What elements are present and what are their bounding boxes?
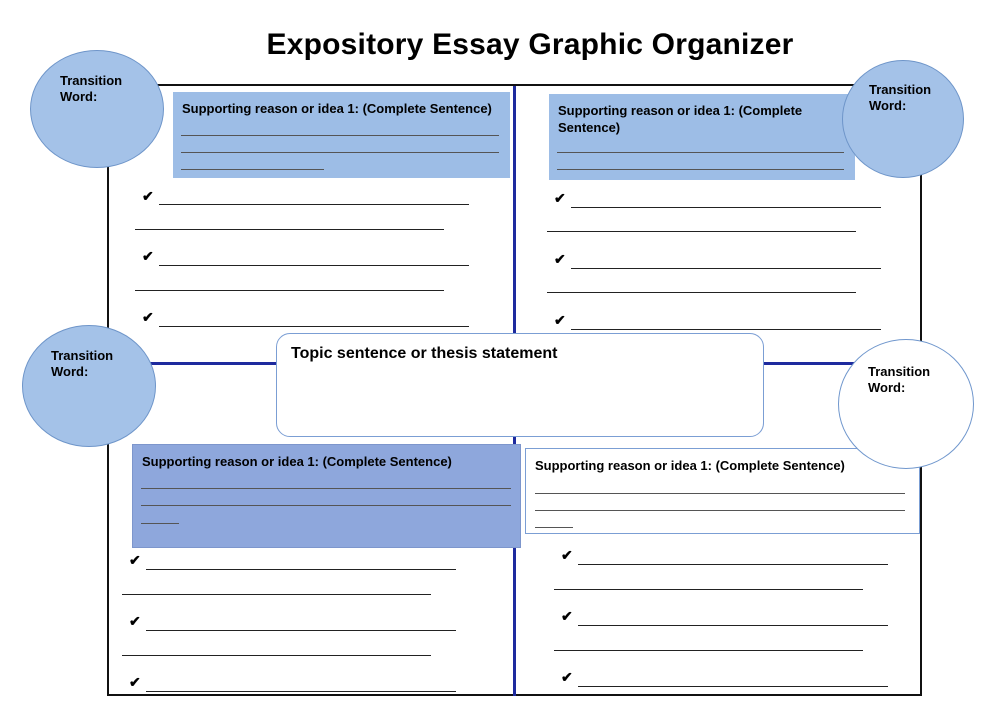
answer-line	[571, 268, 881, 269]
check-icon: ✔	[142, 188, 154, 204]
answer-line	[122, 594, 431, 595]
answer-line	[571, 207, 881, 208]
transition-label: Transition Word:	[60, 73, 123, 104]
write-line	[181, 169, 324, 170]
answer-line	[578, 686, 888, 687]
support-box-label: Supporting reason or idea 1: (Complete Sentence)	[535, 458, 845, 473]
answer-line	[578, 564, 888, 565]
write-line	[181, 152, 499, 153]
write-line	[535, 527, 573, 528]
transition-circle-mid-left[interactable]	[22, 325, 156, 447]
check-icon: ✔	[554, 190, 566, 206]
check-icon: ✔	[561, 669, 573, 685]
support-box-bottom-left[interactable]	[132, 444, 521, 548]
answer-line	[547, 231, 856, 232]
transition-circle-mid-right[interactable]	[838, 339, 974, 469]
answer-line	[547, 292, 856, 293]
support-box-label: Supporting reason or idea 1: (Complete Sentence)	[182, 101, 492, 116]
check-icon: ✔	[554, 312, 566, 328]
answer-line	[135, 229, 444, 230]
support-box-label: Supporting reason or idea 1: (Complete Sentence)	[558, 103, 803, 135]
support-box-label: Supporting reason or idea 1: (Complete Sentence)	[142, 454, 452, 469]
answer-line	[146, 691, 456, 692]
answer-line	[146, 569, 456, 570]
topic-sentence-box[interactable]	[276, 333, 764, 437]
write-line	[141, 523, 179, 524]
write-line	[557, 152, 844, 153]
support-box-top-right[interactable]	[549, 94, 855, 180]
check-icon: ✔	[561, 547, 573, 563]
answer-line	[554, 589, 863, 590]
transition-circle-top-right[interactable]	[842, 60, 964, 178]
transition-label: Transition Word:	[869, 82, 932, 113]
support-box-top-left[interactable]	[173, 92, 510, 178]
answer-line	[122, 655, 431, 656]
check-icon: ✔	[142, 309, 154, 325]
topic-sentence-label: Topic sentence or thesis statement	[291, 345, 558, 362]
answer-line	[159, 326, 469, 327]
check-icon: ✔	[561, 608, 573, 624]
transition-label: Transition Word:	[868, 364, 931, 395]
check-icon: ✔	[142, 248, 154, 264]
write-line	[557, 169, 844, 170]
answer-line	[571, 329, 881, 330]
page-title: Expository Essay Graphic Organizer	[266, 28, 794, 61]
write-line	[141, 505, 511, 506]
answer-line	[159, 265, 469, 266]
write-line	[141, 488, 511, 489]
check-icon: ✔	[129, 674, 141, 690]
write-line	[535, 493, 905, 494]
answer-line	[146, 630, 456, 631]
answer-line	[135, 290, 444, 291]
check-icon: ✔	[554, 251, 566, 267]
support-box-bottom-right[interactable]	[525, 448, 920, 534]
check-icon: ✔	[129, 613, 141, 629]
answer-line	[578, 625, 888, 626]
check-icon: ✔	[129, 552, 141, 568]
answer-line	[554, 650, 863, 651]
transition-circle-top-left[interactable]	[30, 50, 164, 168]
write-line	[181, 135, 499, 136]
answer-line	[159, 204, 469, 205]
write-line	[535, 510, 905, 511]
transition-label: Transition Word:	[51, 348, 114, 379]
